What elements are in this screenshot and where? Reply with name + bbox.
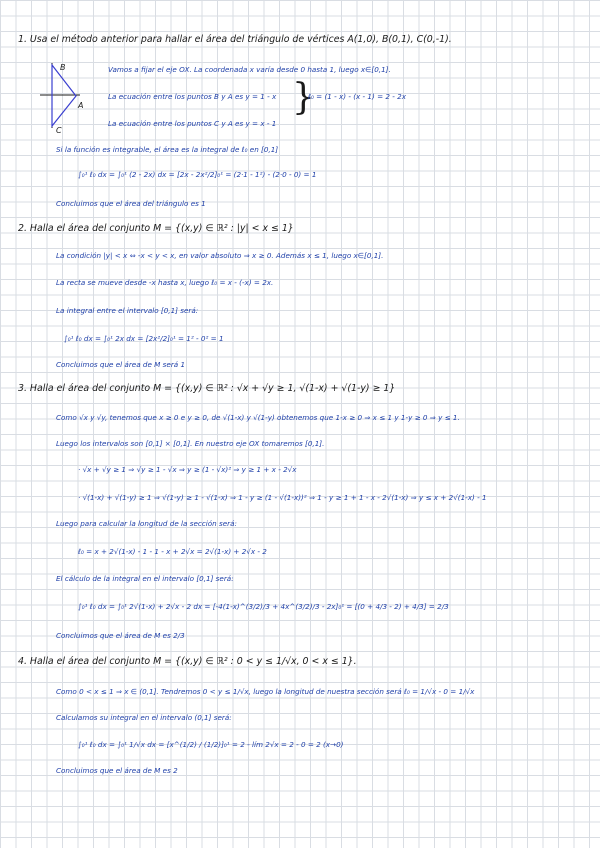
problem-1-line-4: Si la función es integrable, el área es la integral de ℓ₀ en [0,1] (56, 145, 279, 154)
vertex-label-a: A (78, 101, 84, 110)
problem-1-line-2: La ecuación entre los puntos B y A es y = 1 - x (108, 92, 277, 101)
triangle-figure (40, 60, 100, 135)
problem-3-line-2: Luego los intervalos son [0,1] × [0,1]. En nuestro eje OX tomaremos [0,1]. (56, 439, 325, 448)
problem-1-integral: ∫₀¹ ℓ₀ dx = ∫₀¹ (2 - 2x) dx = [2x - 2x²/2]₀¹ = (2·1 - 1²) - (2·0 - 0) = 1 (78, 170, 317, 179)
problem-1-statement: 1. Usa el método anterior para hallar el área del triángulo de vértices A(1,0), B(0,1), C(0,-1). (18, 34, 452, 45)
problem-2-line-2: La recta se mueve desde -x hasta x, luego ℓ₀ = x - (-x) = 2x. (56, 278, 274, 287)
problem-4-line-2: Calculamos su integral en el intervalo (0,1] será: (56, 713, 232, 722)
vertex-label-c: C (56, 126, 62, 135)
problem-1-section-length: ℓ₀ = (1 - x) - (x - 1) = 2 - 2x (308, 92, 406, 101)
curly-brace: } (292, 77, 315, 118)
vertex-label-b: B (60, 63, 66, 72)
problem-3-integral: ∫₀¹ ℓ₀ dx = ∫₀¹ 2√(1-x) + 2√x - 2 dx = [-4(1-x)^(3/2)/3 + 4x^(3/2)/3 - 2x]₀¹ = [(0 + 4/3 - 2) + 4/3] = 2/3 (78, 602, 449, 611)
problem-4-line-1: Como 0 < x ≤ 1 ⇒ x ∈ (0,1]. Tendremos 0 < y ≤ 1/√x, luego la longitud de nuestra sección será ℓ₀ = 1/√x - 0 = 1/√x (56, 687, 475, 696)
problem-3-ineq-1: · √x + √y ≥ 1 ⇒ √y ≥ 1 - √x ⇒ y ≥ (1 - √x)² ⇒ y ≥ 1 + x - 2√x (78, 465, 297, 474)
problem-2-conclusion: Concluimos que el área de M será 1 (56, 360, 186, 369)
problem-1-conclusion: Concluimos que el área del triángulo es 1 (56, 199, 206, 208)
problem-4-statement: 4. Halla el área del conjunto M = {(x,y) ∈ ℝ² : 0 < y ≤ 1/√x, 0 < x ≤ 1}. (18, 656, 357, 667)
problem-3-statement: 3. Halla el área del conjunto M = {(x,y) ∈ ℝ² : √x + √y ≥ 1, √(1-x) + √(1-y) ≥ 1} (18, 383, 396, 394)
problem-3-section-length: ℓ₀ = x + 2√(1-x) - 1 - 1 - x + 2√x = 2√(1-x) + 2√x - 2 (78, 547, 267, 556)
problem-1-line-3: La ecuación entre los puntos C y A es y = x - 1 (108, 119, 277, 128)
problem-3-line-1: Como √x y √y, tenemos que x ≥ 0 e y ≥ 0, de √(1-x) y √(1-y) obtenemos que 1-x ≥ 0 ⇒ x ≤ 1 y 1-y ≥ 0 ⇒ y ≤ 1. (56, 413, 460, 422)
problem-4-integral: ∫₀¹ ℓ₀ dx = ∫₀¹ 1/√x dx = [x^(1/2) / (1/2)]₀¹ = 2 - lím 2√x = 2 - 0 = 2 (x→0) (78, 740, 344, 749)
problem-1-line-1: Vamos a fijar el eje OX. La coordenada x varía desde 0 hasta 1, luego x∈[0,1]. (108, 65, 391, 74)
problem-3-line-3: Luego para calcular la longitud de la sección será: (56, 519, 237, 528)
problem-2-statement: 2. Halla el área del conjunto M = {(x,y) ∈ ℝ² : |y| < x ≤ 1} (18, 223, 294, 234)
problem-3-conclusion: Concluimos que el área de M es 2/3 (56, 631, 185, 640)
problem-2-line-3: La integral entre el intervalo [0,1] será: (56, 306, 199, 315)
problem-2-integral: ∫₀¹ ℓ₀ dx = ∫₀¹ 2x dx = [2x²/2]₀¹ = 1² - 0² = 1 (64, 334, 224, 343)
problem-3-line-4: El cálculo de la integral en el intervalo [0,1] será: (56, 574, 234, 583)
problem-3-ineq-2: · √(1-x) + √(1-y) ≥ 1 ⇒ √(1-y) ≥ 1 - √(1-x) ⇒ 1 - y ≥ (1 - √(1-x))² ⇒ 1 - y ≥ 1 + 1 - x - 2√(1-x) ⇒ y ≤ x + 2√(1-x) - 1 (78, 493, 487, 502)
problem-4-conclusion: Concluimos que el área de M es 2 (56, 766, 178, 775)
problem-2-line-1: La condición |y| < x ⇔ -x < y < x, en valor absoluto ⇒ x ≥ 0. Además x ≤ 1, luego x∈[0,1]. (56, 251, 384, 260)
